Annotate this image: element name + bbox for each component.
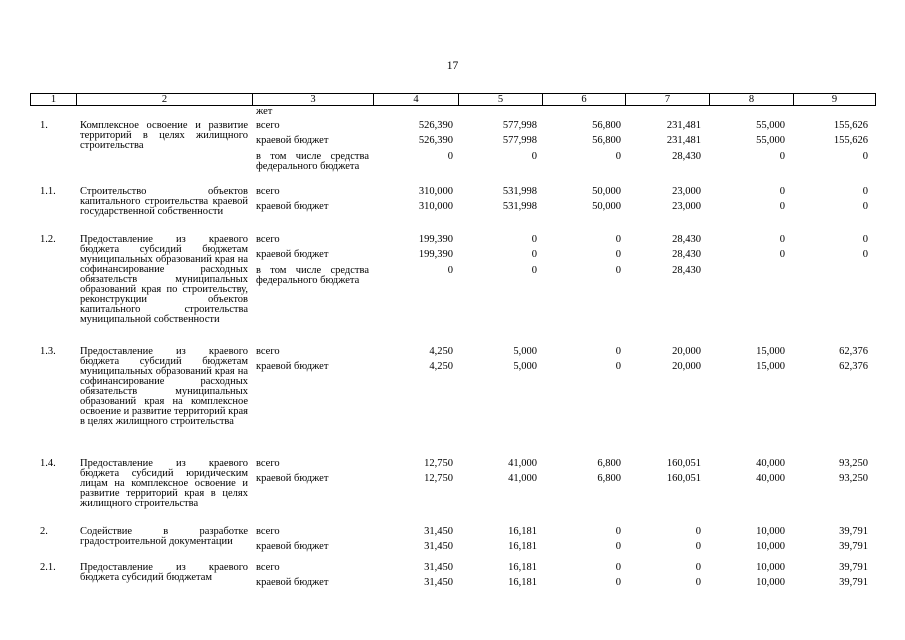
funding-source: краевой бюджет — [256, 249, 329, 260]
value-cell: 0 — [862, 186, 868, 197]
funding-source: краевой бюджет — [256, 541, 329, 552]
row-number: 1. — [40, 120, 48, 131]
value-cell: 0 — [615, 562, 621, 573]
funding-source: всего — [256, 234, 280, 245]
header-col-8: 8 — [710, 94, 794, 105]
value-cell: 10,000 — [756, 577, 785, 588]
row-number: 1.1. — [40, 186, 56, 197]
value-cell: 39,791 — [839, 541, 868, 552]
header-col-5: 5 — [459, 94, 543, 105]
value-cell: 56,800 — [592, 120, 621, 131]
value-cell: 0 — [531, 265, 537, 276]
row-number: 2.1. — [40, 562, 56, 573]
value-cell: 62,376 — [839, 346, 868, 357]
value-cell: 16,181 — [508, 562, 537, 573]
value-cell: 15,000 — [756, 361, 785, 372]
value-cell: 16,181 — [508, 526, 537, 537]
value-cell: 0 — [531, 151, 537, 162]
funding-source: в том числе средства федерального бюджета — [256, 265, 369, 286]
value-cell: 23,000 — [672, 186, 701, 197]
funding-source: всего — [256, 186, 280, 197]
value-cell: 55,000 — [756, 135, 785, 146]
value-cell: 0 — [862, 234, 868, 245]
value-cell: 155,626 — [833, 120, 868, 131]
value-cell: 41,000 — [508, 458, 537, 469]
value-cell: 10,000 — [756, 541, 785, 552]
value-cell: 310,000 — [418, 201, 453, 212]
page-number: 17 — [446, 60, 459, 72]
row-name: Содействие в разработке градостроительной документации — [80, 526, 248, 547]
row-number: 1.3. — [40, 346, 56, 357]
row-name: Предоставление из краевого бюджета субсидий бюджетам муниципальных образований края на софинансирование расходных обязательств муниципальных образований края по строительству, реконструкции объектов капитального строительства муниципальной собственности — [80, 234, 248, 325]
value-cell: 231,481 — [666, 120, 701, 131]
funding-source: краевой бюджет — [256, 473, 329, 484]
value-cell: 15,000 — [756, 346, 785, 357]
value-cell: 0 — [779, 186, 785, 197]
value-cell: 0 — [695, 562, 701, 573]
value-cell: 4,250 — [429, 346, 453, 357]
value-cell: 62,376 — [839, 361, 868, 372]
funding-source: краевой бюджет — [256, 135, 329, 146]
value-cell: 0 — [615, 577, 621, 588]
header-col-2: 2 — [77, 94, 253, 105]
value-cell: 5,000 — [513, 361, 537, 372]
funding-source: всего — [256, 562, 280, 573]
row-name: Предоставление из краевого бюджета субсидий юридическим лицам на комплексное освоение и развитие территорий края в целях жилищного строительства — [80, 458, 248, 509]
value-cell: 40,000 — [756, 473, 785, 484]
value-cell: 28,430 — [672, 151, 701, 162]
value-cell: 56,800 — [592, 135, 621, 146]
value-cell: 31,450 — [424, 562, 453, 573]
value-cell: 231,481 — [666, 135, 701, 146]
header-col-1: 1 — [31, 94, 77, 105]
funding-source: краевой бюджет — [256, 577, 329, 588]
value-cell: 10,000 — [756, 562, 785, 573]
value-cell: 160,051 — [666, 473, 701, 484]
table-header-row — [30, 93, 876, 106]
header-col-4: 4 — [374, 94, 459, 105]
value-cell: 55,000 — [756, 120, 785, 131]
value-cell: 28,430 — [672, 249, 701, 260]
funding-source: в том числе средства федерального бюджета — [256, 151, 369, 172]
value-cell: 6,800 — [597, 473, 621, 484]
row-number: 2. — [40, 526, 48, 537]
value-cell: 39,791 — [839, 577, 868, 588]
value-cell: 0 — [615, 151, 621, 162]
value-cell: 0 — [779, 249, 785, 260]
value-cell: 0 — [695, 577, 701, 588]
value-cell: 16,181 — [508, 541, 537, 552]
value-cell: 93,250 — [839, 458, 868, 469]
value-cell: 0 — [447, 265, 453, 276]
value-cell: 31,450 — [424, 577, 453, 588]
funding-source: всего — [256, 120, 280, 131]
value-cell: 0 — [695, 526, 701, 537]
value-cell: 0 — [531, 234, 537, 245]
value-cell: 0 — [862, 249, 868, 260]
value-cell: 0 — [779, 234, 785, 245]
value-cell: 0 — [615, 526, 621, 537]
value-cell: 5,000 — [513, 346, 537, 357]
value-cell: 93,250 — [839, 473, 868, 484]
value-cell: 39,791 — [839, 526, 868, 537]
value-cell: 531,998 — [502, 201, 537, 212]
funding-source: всего — [256, 526, 280, 537]
value-cell: 50,000 — [592, 186, 621, 197]
funding-source: краевой бюджет — [256, 361, 329, 372]
value-cell: 526,390 — [418, 135, 453, 146]
value-cell: 40,000 — [756, 458, 785, 469]
value-cell: 20,000 — [672, 361, 701, 372]
header-col-7: 7 — [626, 94, 710, 105]
value-cell: 0 — [531, 249, 537, 260]
value-cell: 0 — [862, 151, 868, 162]
value-cell: 12,750 — [424, 458, 453, 469]
value-cell: 31,450 — [424, 541, 453, 552]
value-cell: 39,791 — [839, 562, 868, 573]
header-col-3: 3 — [253, 94, 374, 105]
row-number: 1.4. — [40, 458, 56, 469]
value-cell: 28,430 — [672, 265, 701, 276]
value-cell: 155,626 — [833, 135, 868, 146]
value-cell: 6,800 — [597, 458, 621, 469]
value-cell: 160,051 — [666, 458, 701, 469]
value-cell: 0 — [615, 265, 621, 276]
value-cell: 10,000 — [756, 526, 785, 537]
value-cell: 577,998 — [502, 120, 537, 131]
row-name: Комплексное освоение и развитие территорий в целях жилищного строительства — [80, 120, 248, 151]
value-cell: 50,000 — [592, 201, 621, 212]
funding-source: всего — [256, 458, 280, 469]
row-number: 1.2. — [40, 234, 56, 245]
value-cell: 0 — [615, 541, 621, 552]
carryover-text: жет — [256, 106, 273, 117]
value-cell: 199,390 — [418, 234, 453, 245]
value-cell: 0 — [447, 151, 453, 162]
value-cell: 4,250 — [429, 361, 453, 372]
value-cell: 0 — [615, 346, 621, 357]
value-cell: 12,750 — [424, 473, 453, 484]
header-col-6: 6 — [543, 94, 626, 105]
row-name: Предоставление из краевого бюджета субсидий бюджетам муниципальных образований края на софинансирование расходных обязательств муниципальных образований края на комплексное освоение и развитие территорий края в целях жилищного строительства — [80, 346, 249, 427]
value-cell: 0 — [779, 201, 785, 212]
value-cell: 31,450 — [424, 526, 453, 537]
row-name: Предоставление из краевого бюджета субсидий бюджетам — [80, 562, 248, 583]
value-cell: 577,998 — [502, 135, 537, 146]
row-name: Строительство объектов капитального строительства краевой государственной собственности — [80, 186, 248, 217]
header-col-9: 9 — [831, 94, 838, 105]
value-cell: 20,000 — [672, 346, 701, 357]
value-cell: 41,000 — [508, 473, 537, 484]
value-cell: 16,181 — [508, 577, 537, 588]
value-cell: 23,000 — [672, 201, 701, 212]
value-cell: 0 — [615, 361, 621, 372]
value-cell: 310,000 — [418, 186, 453, 197]
funding-source: краевой бюджет — [256, 201, 329, 212]
value-cell: 0 — [615, 234, 621, 245]
value-cell: 526,390 — [418, 120, 453, 131]
funding-source: всего — [256, 346, 280, 357]
value-cell: 0 — [695, 541, 701, 552]
value-cell: 28,430 — [672, 234, 701, 245]
value-cell: 199,390 — [418, 249, 453, 260]
value-cell: 0 — [862, 201, 868, 212]
value-cell: 531,998 — [502, 186, 537, 197]
value-cell: 0 — [615, 249, 621, 260]
value-cell: 0 — [779, 151, 785, 162]
